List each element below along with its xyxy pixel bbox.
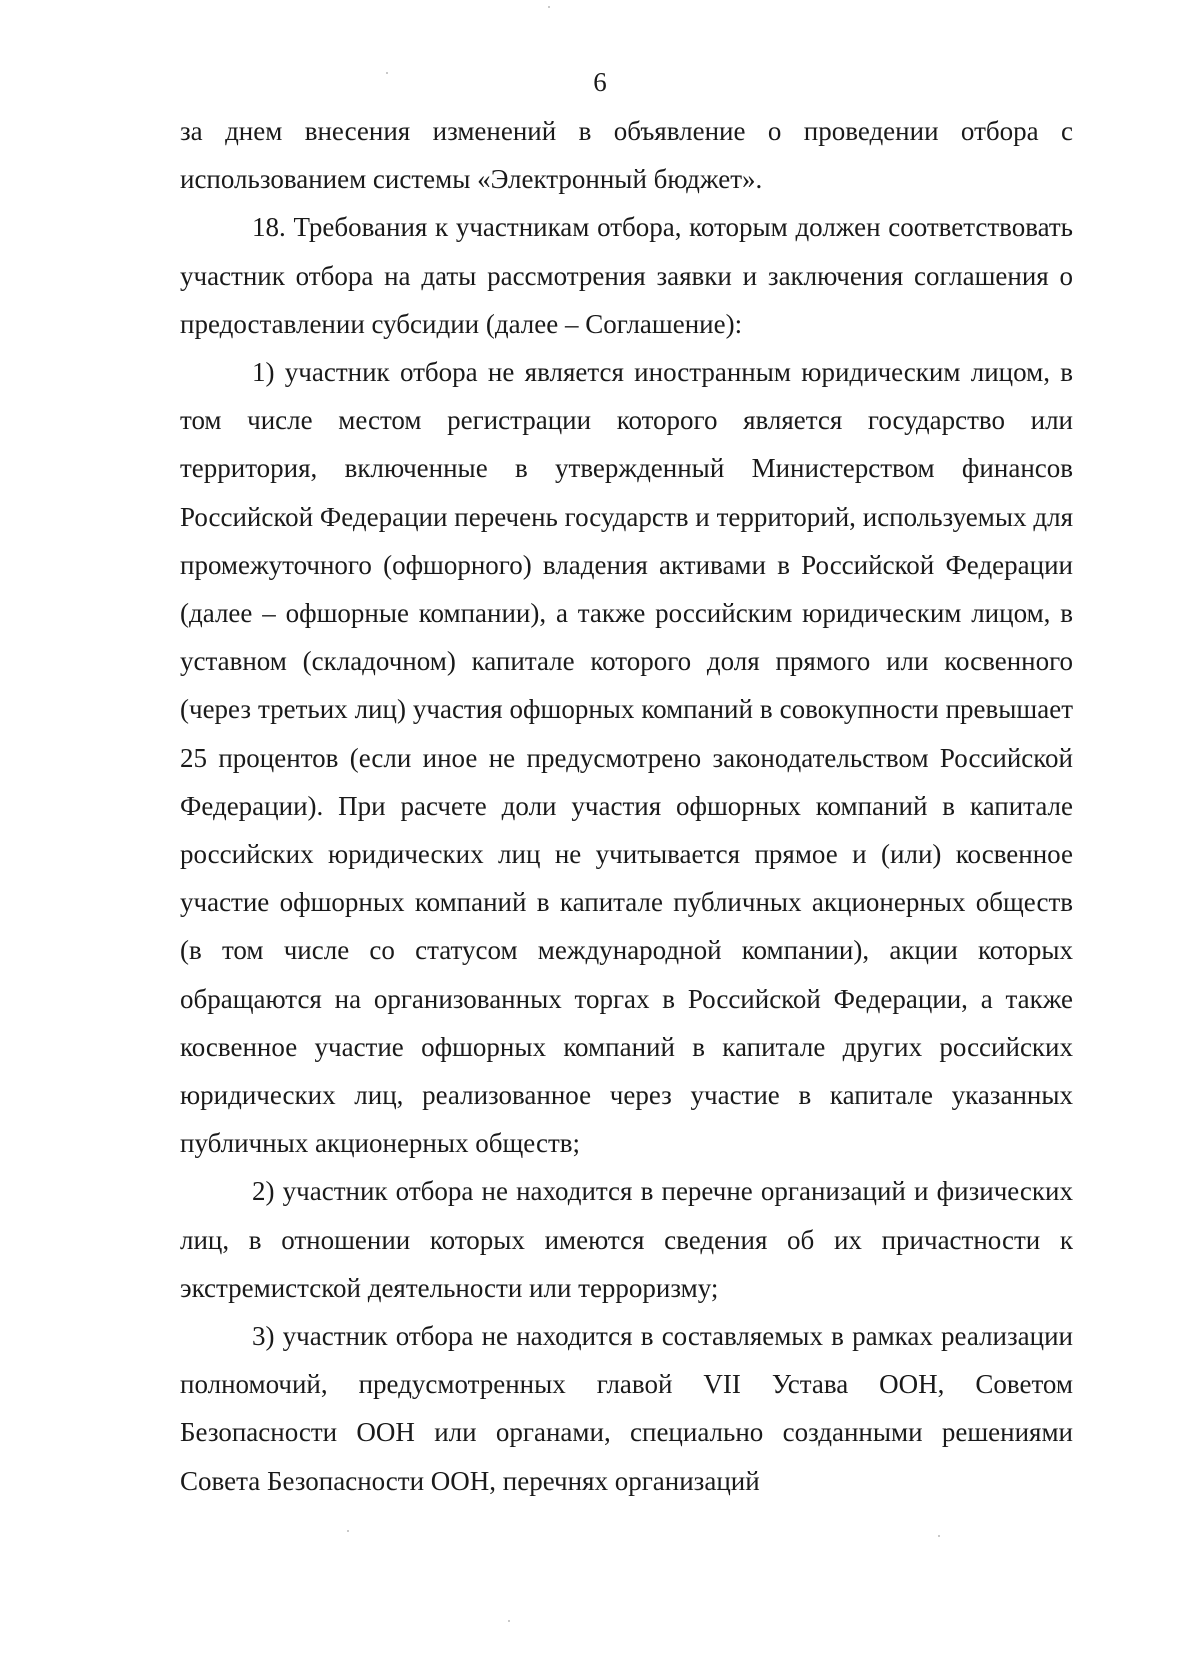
scan-speck — [347, 1530, 349, 1532]
scan-speck — [938, 1535, 940, 1537]
scan-speck — [548, 6, 550, 8]
paragraph-continuation: за днем внесения изменений в объявление о проведении отбора с использованием системы «Электронный бюджет». — [180, 116, 1073, 195]
page-number: 6 — [593, 67, 607, 97]
paragraph-subitem-3: 3) участник отбора не находится в составляемых в рамках реализации полномочий, предусмотренных главой VII Устава ООН, Советом Безопасности ООН или органами, специально созданными решениями Совета Безопасности ООН, перечнях организаций — [180, 1321, 1073, 1496]
paragraph-subitem-2: 2) участник отбора не находится в перечне организаций и физических лиц, в отношении которых имеются сведения об их причастности к экстремистской деятельности или терроризму; — [180, 1176, 1073, 1303]
document-body — [180, 107, 1073, 1505]
paragraph-item-18: 18. Требования к участникам отбора, которым должен соответствовать участник отбора на даты рассмотрения заявки и заключения соглашения о предоставлении субсидии (далее – Соглашение): — [180, 212, 1073, 339]
paragraph-subitem-1: 1) участник отбора не является иностранным юридическим лицом, в том числе местом регистрации которого является государство или территория, включенные в утвержденный Министерством финансов Российской Федерации перечень государств и территорий, используемых для промежуточного (офшорного) владения активами в Российской Федерации (далее – офшорные компании), а также российским юридическим лицом, в уставном (складочном) капитале которого доля прямого или косвенного (через третьих лиц) участия офшорных компаний в совокупности превышает 25 процентов (если иное не предусмотрено законодательством Российской Федерации). При расчете доли участия офшорных компаний в капитале российских юридических лиц не учитывается прямое и (или) косвенное участие офшорных компаний в капитале публичных акционерных обществ (в том числе со статусом международной компании), акции которых обращаются на организованных торгах в Российской Федерации, а также косвенное участие офшорных компаний в капитале других российских юридических лиц, реализованное через участие в капитале указанных публичных акционерных обществ; — [180, 357, 1073, 1159]
scan-speck — [508, 1620, 510, 1622]
scan-speck — [386, 72, 388, 74]
